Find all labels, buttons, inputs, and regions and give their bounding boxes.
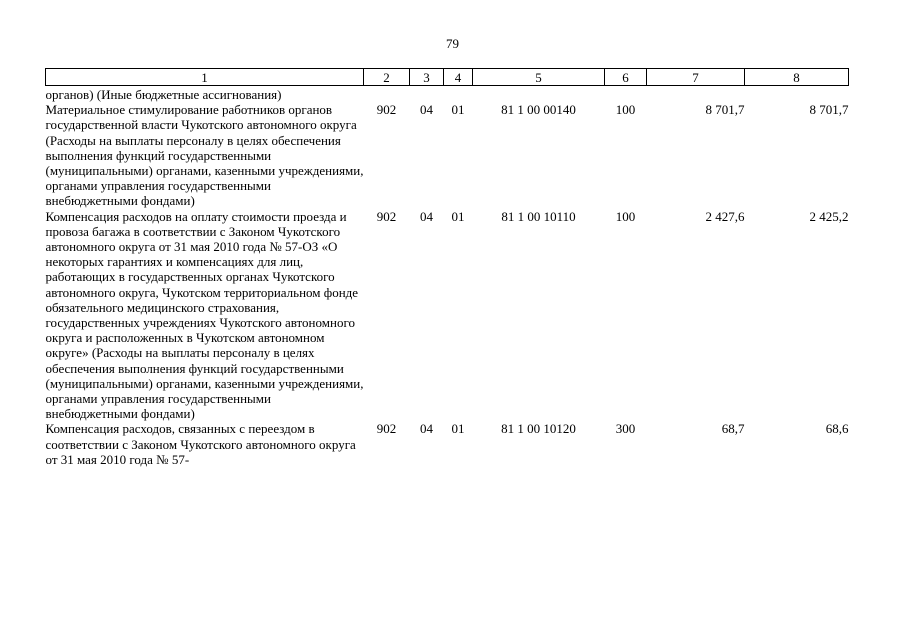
header-col-4: 4: [444, 69, 473, 86]
row-expense-type: [605, 86, 647, 103]
row-ministry-code: 902: [376, 102, 397, 118]
row-amount-2: 8 701,7: [809, 102, 849, 118]
budget-table: [45, 68, 849, 467]
row-expense-type: 100: [615, 102, 636, 118]
header-col-3: 3: [410, 69, 444, 86]
row-amount-1: 68,7: [721, 421, 745, 437]
row-target-code: 81 1 00 10110: [501, 208, 576, 224]
row-name: Компенсация расходов, связанных с переездом в соответствии с Законом Чукотского автономного округа от 31 мая 2010 года № 57-: [45, 421, 356, 467]
row-amount-1: 2 427,6: [705, 208, 745, 224]
row-subsection-code: 01: [451, 421, 465, 437]
row-ministry-code: 902: [376, 421, 397, 437]
row-subsection-code: 01: [451, 102, 465, 118]
header-col-6: 6: [605, 69, 647, 86]
row-amount-2: 2 425,2: [809, 208, 849, 224]
header-col-2: 2: [364, 69, 410, 86]
row-subsection-code: [444, 86, 473, 103]
row-ministry-code: 902: [376, 208, 397, 224]
row-amount-2: 68,6: [825, 421, 849, 437]
row-expense-type: 300: [615, 421, 636, 437]
table-row: [46, 102, 849, 208]
header-col-8: 8: [745, 69, 849, 86]
header-col-7: 7: [647, 69, 745, 86]
table-row: [46, 209, 849, 422]
row-name: Компенсация расходов на оплату стоимости проезда и провоза багажа в соответствии с Законом Чукотского автономного округа от 31 мая 2010 года № 57-ОЗ «О некоторых гарантиях и компенсациях для лиц, работающих в государственных органах Чукотского автономного округа, Чукотском территориальном фонде обязательного медицинского страхования, государственных учреждениях Чукотского автономного округа и расположенных в Чукотском автономном округе» (Расходы на выплаты персоналу в целях обеспечения выполнения функций государственными (муниципальными) органами, казенными учреждениями, органами управления государственными внебюджетными фондами): [45, 208, 364, 422]
row-name: органов) (Иные бюджетные ассигнования): [45, 87, 282, 102]
header-row: [46, 69, 849, 86]
table-row: [46, 421, 849, 467]
row-subsection-code: 01: [451, 208, 465, 224]
row-target-code: 81 1 00 00140: [501, 102, 576, 118]
row-amount-1: 8 701,7: [705, 102, 745, 118]
page-number: 79: [446, 36, 459, 51]
header-col-1: 1: [46, 69, 364, 86]
row-section-code: 04: [420, 421, 433, 437]
table-row: [46, 86, 849, 103]
row-section-code: [410, 86, 444, 103]
row-amount-1: [647, 86, 745, 103]
row-target-code: 81 1 00 10120: [501, 421, 576, 437]
row-section-code: 04: [420, 102, 433, 118]
row-amount-2: [745, 86, 849, 103]
row-section-code: 04: [420, 208, 433, 224]
header-col-5: 5: [473, 69, 605, 86]
row-target-code: [473, 86, 605, 103]
row-expense-type: 100: [615, 208, 636, 224]
row-name: Материальное стимулирование работников органов государственной власти Чукотского автономного округа (Расходы на выплаты персоналу в целях обеспечения выполнения функций государственными (муниципальными) органами, казенными учреждениями, органами управления государственными внебюджетными фондами): [45, 102, 364, 209]
row-ministry-code: [364, 86, 410, 103]
